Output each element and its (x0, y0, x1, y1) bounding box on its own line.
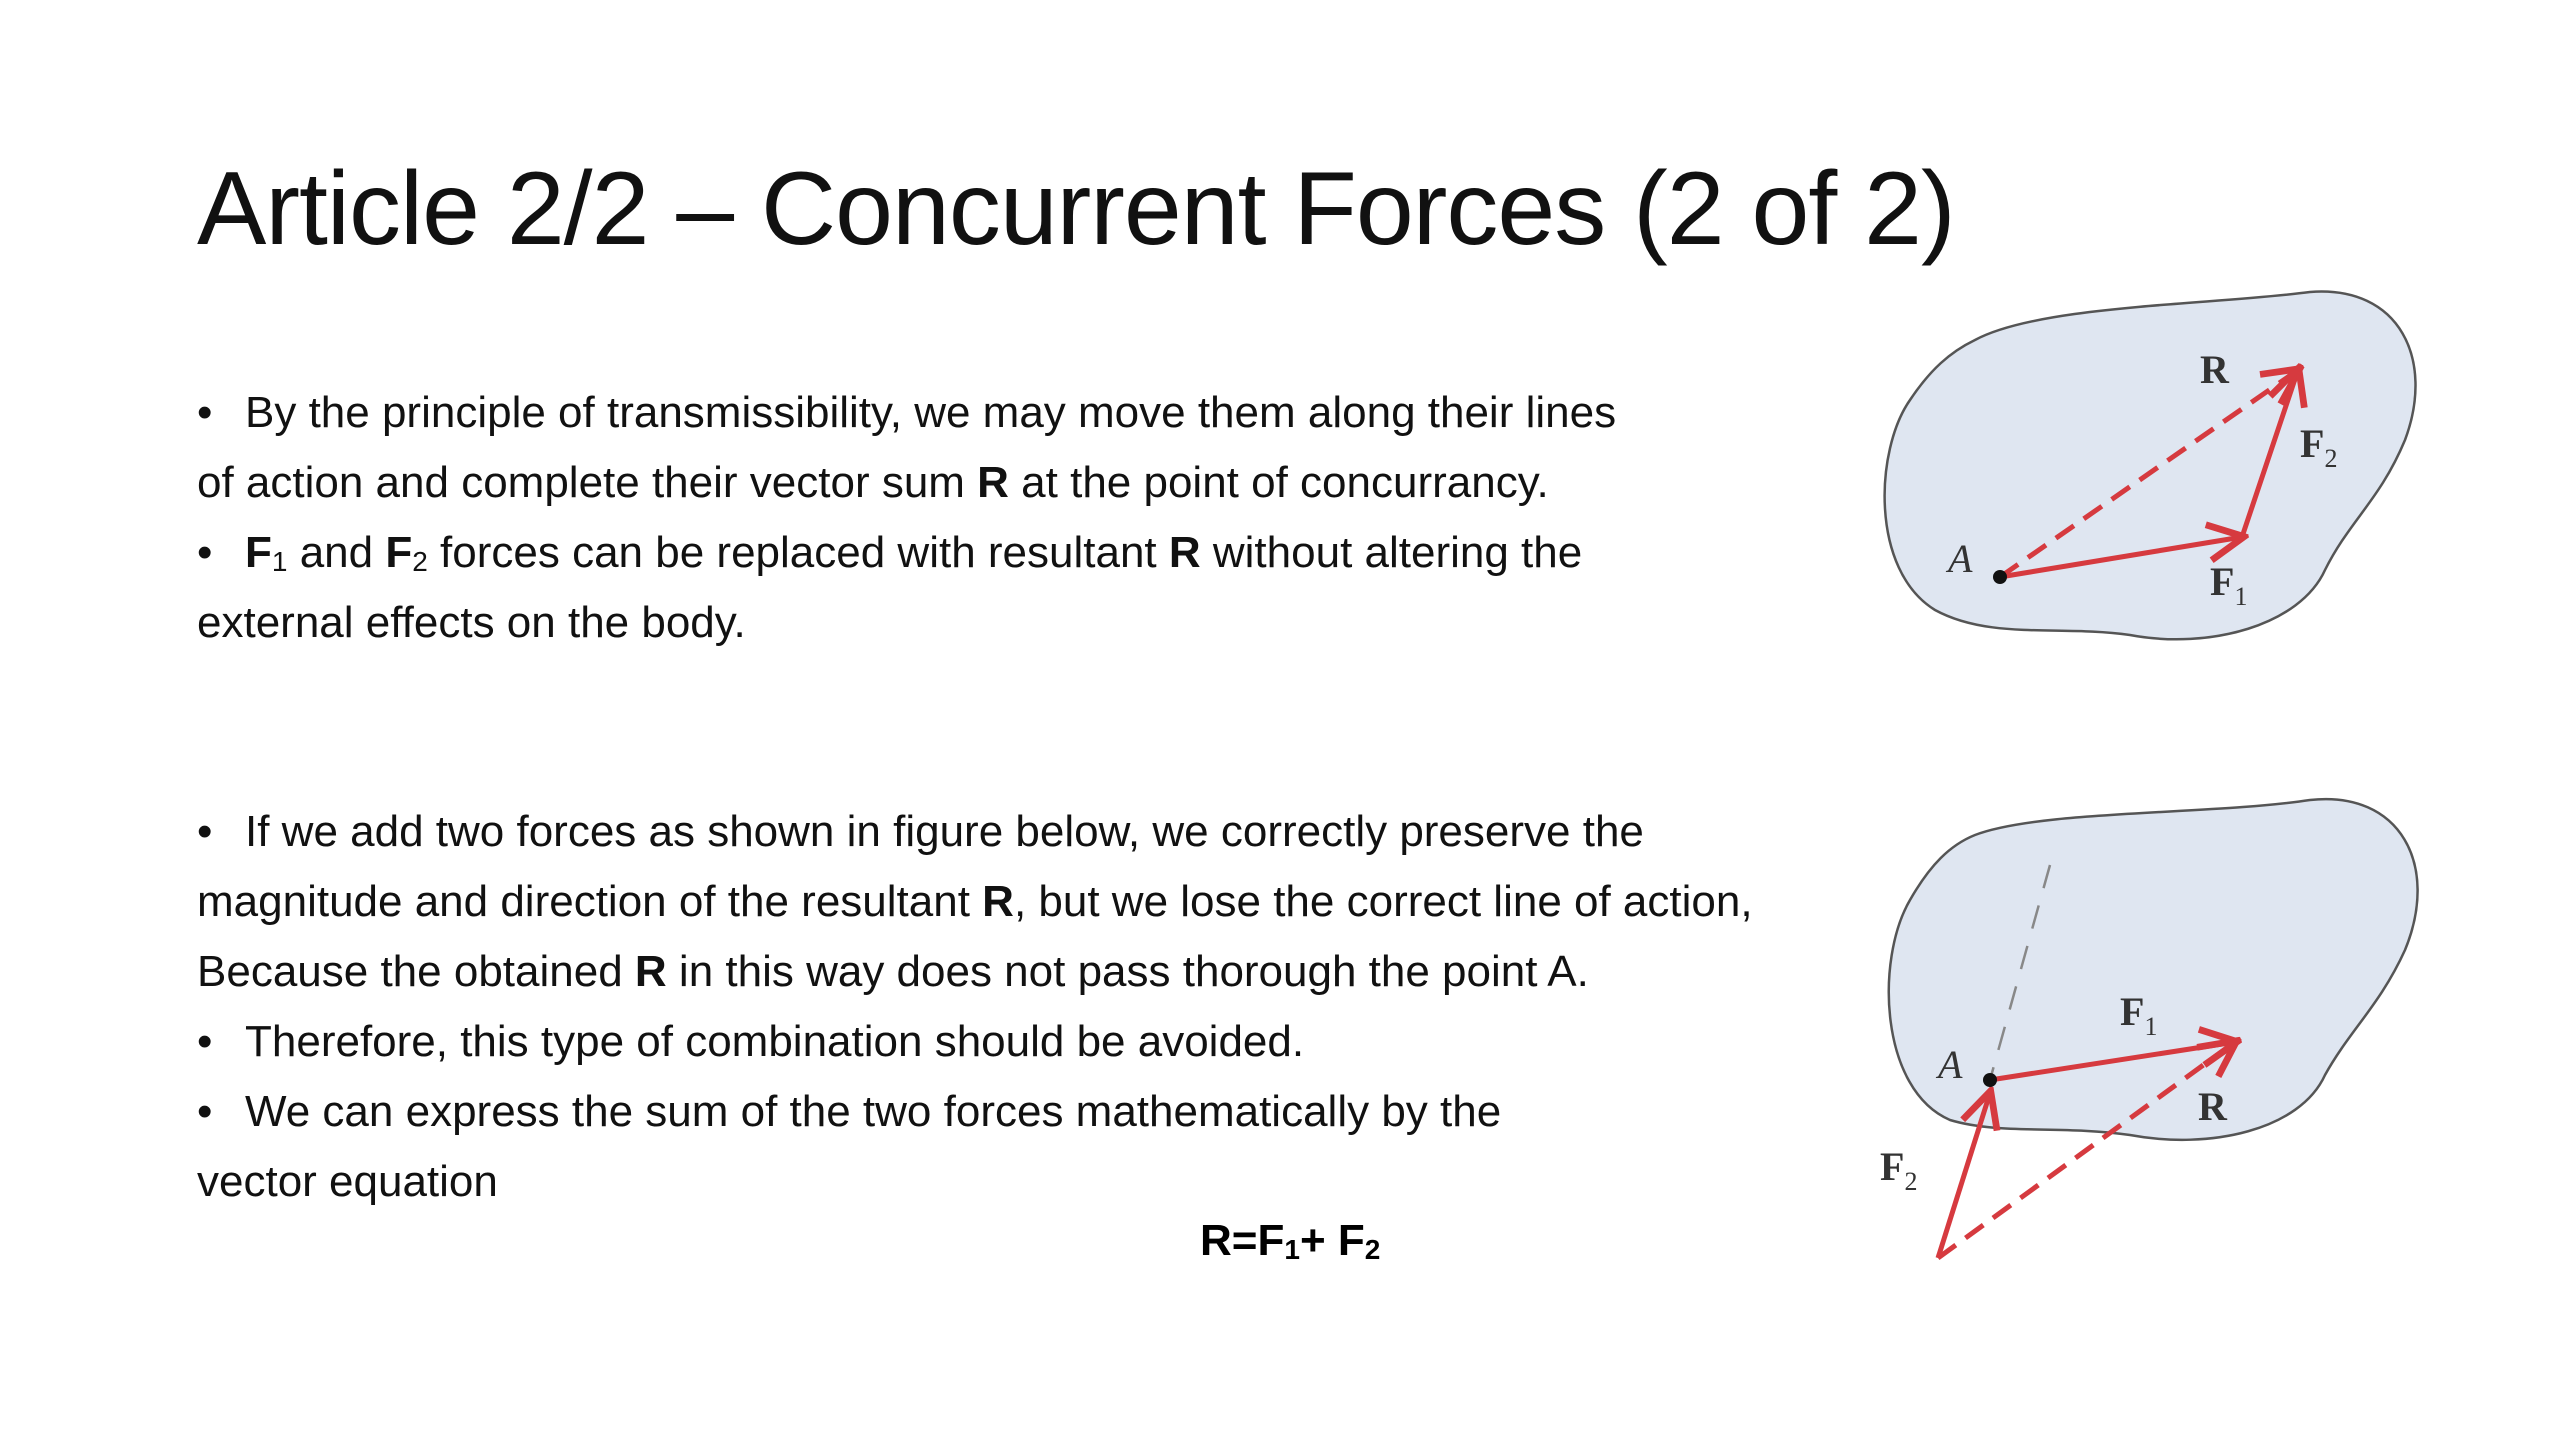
label-a: A (1948, 536, 1973, 581)
bullet-marker: • (197, 1087, 213, 1136)
bullet-continuation: vector equation (197, 1157, 498, 1206)
rigid-body-shape (1889, 799, 2418, 1140)
figure-concurrent-forces (1880, 280, 2440, 660)
bullet-line-of-action (197, 797, 1917, 867)
point-a (1983, 1073, 1997, 1087)
subscript: 1 (271, 546, 288, 577)
bullet-text: We can express the sum of the two forces mathematically by the (245, 1087, 1502, 1136)
text-run: forces can be replaced with resultant (427, 528, 1169, 577)
subscript: 2 (1364, 1234, 1381, 1265)
bold-vector-r: R (982, 877, 1014, 926)
bullet-marker: • (197, 1017, 213, 1066)
text-run: without altering the (1200, 528, 1583, 577)
bold-vector-r: R (1168, 528, 1201, 577)
subscript: 2 (412, 546, 428, 577)
slide-title: Article 2/2 – Concurrent Forces (2 of 2) (197, 151, 1955, 267)
text-run: magnitude and direction of the resultant (197, 877, 983, 926)
bold-vector-f1: F (245, 528, 272, 577)
vector-equation (1200, 1216, 1380, 1266)
bullet-transmissibility (197, 378, 1917, 448)
bullet-marker: • (197, 807, 213, 856)
bullet-marker: • (197, 388, 213, 437)
bullet-continuation (197, 448, 1917, 518)
label-f2: $F_2$ (2300, 421, 2338, 473)
label-r: R (2198, 1084, 2227, 1129)
bullet-text: Therefore, this type of combination should be avoided. (245, 1017, 1305, 1066)
text-run: of action and complete their vector sum (197, 458, 978, 507)
label-f1: $F_1$ (2210, 559, 2248, 611)
text-run: in this way does not pass thorough the point A. (666, 947, 1589, 996)
bold-vector-r: R (634, 947, 667, 996)
figure-line-of-action (1880, 790, 2440, 1270)
bullet-resultant (197, 518, 1917, 588)
equation-plus: + F (1299, 1216, 1365, 1265)
text-run: , but we lose the correct line of action, (1013, 877, 1753, 926)
bullet-text: By the principle of transmissibility, we may move them along their lines (245, 388, 1617, 437)
equation-lhs: R=F (1200, 1216, 1285, 1265)
text-run: at the point of concurrancy. (1008, 458, 1549, 507)
label-f2: $F_2$ (1880, 1144, 1918, 1196)
bullet-continuation: external effects on the body. (197, 598, 746, 647)
label-f1: $F_1$ (2120, 989, 2158, 1041)
point-a (1993, 570, 2007, 584)
subscript: 1 (1284, 1234, 1300, 1265)
section-1-text (197, 378, 1917, 658)
bullet-continuation (197, 867, 1917, 937)
bold-vector-r: R (977, 458, 1009, 507)
section-2-text (197, 797, 1917, 1217)
text-run: and (287, 528, 386, 577)
bullet-avoid (197, 1007, 1917, 1077)
bullet-marker: • (197, 528, 213, 577)
bullet-continuation (197, 937, 1917, 1007)
text-run: Because the obtained (197, 947, 635, 996)
bullet-vector-equation (197, 1077, 1917, 1147)
label-a: A (1938, 1042, 1963, 1087)
bold-vector-f2: F (385, 528, 413, 577)
label-r: R (2200, 347, 2229, 392)
bullet-text: If we add two forces as shown in figure below, we correctly preserve the (245, 807, 1644, 856)
